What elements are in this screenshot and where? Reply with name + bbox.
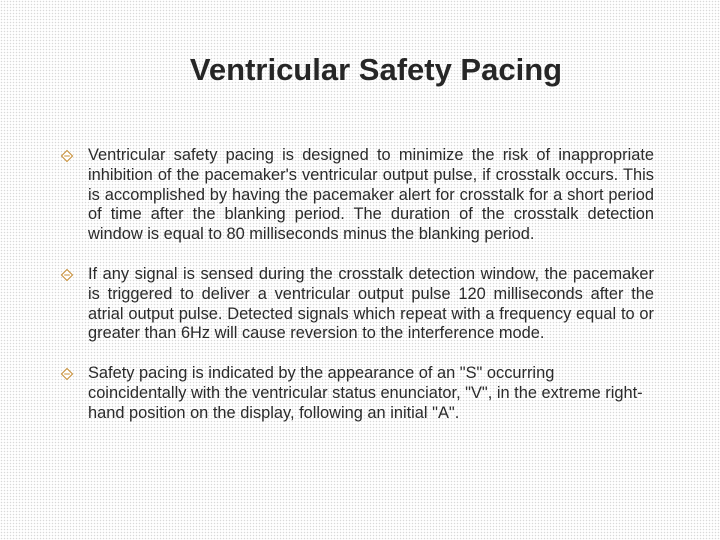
diamond-outline-icon <box>60 268 74 282</box>
bullet-text: Ventricular safety pacing is designed to minimize the risk of inappropriate inhibition of the pacemaker's ventricular output pulse, if crosstalk occurs. This is accomplished by having the pacemaker alert for crosstalk for a short period of time after the blanking period. The duration of the crosstalk detection window is equal to 80 milliseconds minus the blanking period. <box>88 146 654 244</box>
slide-title: Ventricular Safety Pacing <box>189 52 563 87</box>
bullet-item <box>60 265 654 344</box>
diamond-outline-icon <box>60 367 74 381</box>
bullet-item <box>60 364 654 423</box>
bullet-text: Safety pacing is indicated by the appearance of an "S" occurring coincidentally with the ventricular status enunciator, "V", in the extreme right-hand position on the display, following an initial "A". <box>88 364 643 422</box>
bullet-list <box>60 146 654 444</box>
diamond-outline-icon <box>60 149 74 163</box>
bullet-item <box>60 146 654 245</box>
bullet-text: If any signal is sensed during the crosstalk detection window, the pacemaker is triggered to deliver a ventricular output pulse 120 milliseconds after the atrial output pulse. Detected signals which repeat with a frequency equal to or greater than 6Hz will cause reversion to the interference mode. <box>88 264 654 343</box>
